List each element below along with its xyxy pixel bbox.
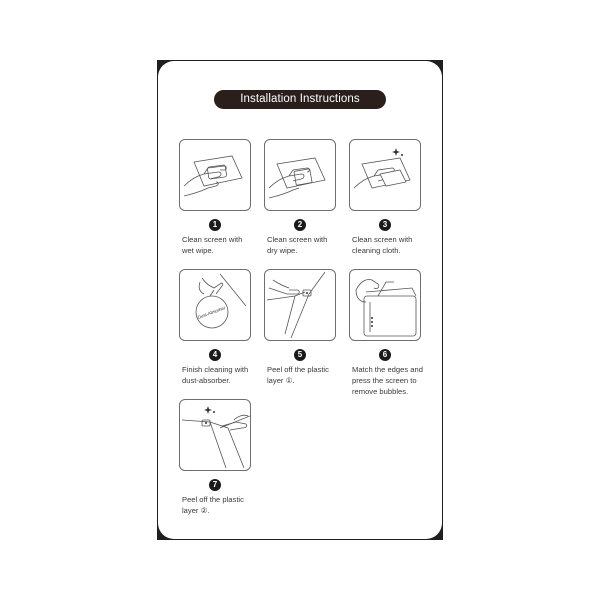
dust-absorber-sticker-icon bbox=[179, 269, 251, 341]
step-number-badge: 3 bbox=[379, 219, 391, 231]
step-caption: Finish cleaning with dust-absorber. bbox=[182, 365, 249, 385]
hand-wiping-screen-icon bbox=[179, 139, 251, 211]
step-number-badge: 2 bbox=[294, 219, 306, 231]
peel-layer-two-icon bbox=[179, 399, 251, 471]
step-caption: Match the edges and press the screen to remove bubbles. bbox=[352, 365, 423, 396]
hand-drying-screen-icon bbox=[264, 139, 336, 211]
step-number-badge: 5 bbox=[294, 349, 306, 361]
step-number-badge: 4 bbox=[209, 349, 221, 361]
step-number-badge: 7 bbox=[209, 479, 221, 491]
step-number-badge: 6 bbox=[379, 349, 391, 361]
step-caption: Clean screen with dry wipe. bbox=[267, 235, 328, 255]
peel-layer-one-icon bbox=[264, 269, 336, 341]
step-caption: Clean screen with cleaning cloth. bbox=[352, 235, 413, 255]
step-number-badge: 1 bbox=[209, 219, 221, 231]
step-caption: Peel off the plastic layer ②. bbox=[182, 495, 244, 515]
align-and-press-icon bbox=[349, 269, 421, 341]
sticker-label: Dust-Absorber bbox=[196, 305, 226, 320]
step-caption: Clean screen with wet wipe. bbox=[182, 235, 243, 255]
step-caption: Peel off the plastic layer ①. bbox=[267, 365, 329, 385]
page-title: Installation Instructions bbox=[214, 90, 386, 109]
hand-polishing-screen-icon bbox=[349, 139, 421, 211]
